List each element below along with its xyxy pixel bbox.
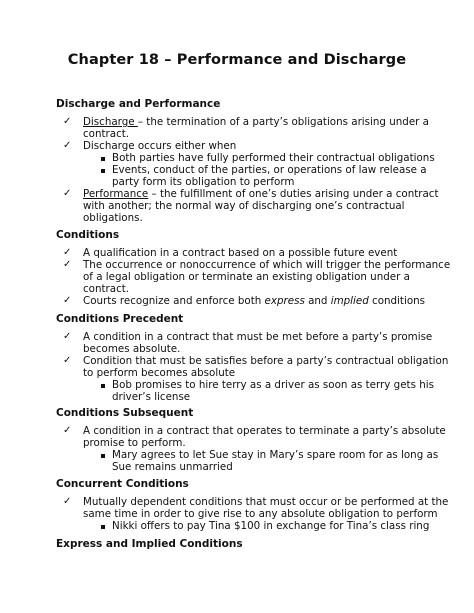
check-icon: ✓	[63, 140, 72, 151]
list-item-continued: of a legal obligation or terminate an existing obligation under a	[83, 271, 410, 283]
term-performance: Performance	[83, 188, 149, 200]
check-icon: ✓	[63, 355, 72, 366]
square-bullet-icon	[101, 157, 105, 161]
sub-list-item-continued: party form its obligation to perform	[112, 176, 295, 188]
list-item-continued: to perform becomes absolute	[83, 367, 236, 379]
list-item: Performance – the fulfillment of one’s duties arising under a contract	[83, 188, 439, 200]
section-heading-express-and-implied-conditions: Express and Implied Conditions	[56, 538, 243, 550]
list-item-continued: promise to perform.	[83, 437, 186, 449]
page-title: Chapter 18 – Performance and Discharge	[67, 52, 407, 68]
list-item: Mutually dependent conditions that must occur or be performed at the	[83, 496, 449, 508]
term-implied: implied	[330, 295, 369, 307]
list-item: The occurrence or nonoccurrence of which will trigger the performance	[83, 259, 451, 271]
list-item-continued: becomes absolute.	[83, 343, 181, 355]
list-item: Courts recognize and enforce both express and implied conditions	[83, 295, 426, 307]
list-item: Discharge – the termination of a party’s obligations arising under a	[83, 116, 429, 128]
term-discharge: Discharge	[83, 116, 138, 128]
check-icon: ✓	[63, 331, 72, 342]
term-express: express	[264, 295, 305, 307]
square-bullet-icon	[101, 525, 105, 529]
check-icon: ✓	[63, 247, 72, 258]
check-icon: ✓	[63, 496, 72, 507]
section-heading-discharge-and-performance: Discharge and Performance	[56, 98, 221, 110]
sub-list-item: Nikki offers to pay Tina $100 in exchange for Tina’s class ring	[112, 520, 430, 532]
list-item: A condition in a contract that must be met before a party’s promise	[83, 331, 433, 343]
sub-list-item-continued: driver’s license	[112, 391, 191, 403]
list-item: A qualification in a contract based on a possible future event	[83, 247, 398, 259]
square-bullet-icon	[101, 384, 105, 388]
square-bullet-icon	[101, 169, 105, 173]
list-item-continued: contract.	[83, 128, 130, 140]
check-icon: ✓	[63, 188, 72, 199]
sub-list-item: Events, conduct of the parties, or operations of law release a	[112, 164, 427, 176]
check-icon: ✓	[63, 295, 72, 306]
list-item-continued: with another; the normal way of discharging one’s contractual	[83, 200, 405, 212]
square-bullet-icon	[101, 454, 105, 458]
section-heading-conditions: Conditions	[56, 229, 120, 241]
list-item-continued: same time in order to give rise to any absolute obligation to perform	[83, 508, 438, 520]
sub-list-item: Bob promises to hire terry as a driver as soon as terry gets his	[112, 379, 434, 391]
list-item-continued: contract.	[83, 283, 130, 295]
sub-list-item: Both parties have fully performed their contractual obligations	[112, 152, 435, 164]
section-heading-conditions-precedent: Conditions Precedent	[56, 313, 184, 325]
check-icon: ✓	[63, 425, 72, 436]
section-heading-conditions-subsequent: Conditions Subsequent	[56, 407, 194, 419]
sub-list-item-continued: Sue remains unmarried	[112, 461, 233, 473]
check-icon: ✓	[63, 116, 72, 127]
list-item: A condition in a contract that operates to terminate a party’s absolute	[83, 425, 446, 437]
list-item: Condition that must be satisfies before a party’s contractual obligation	[83, 355, 449, 367]
section-heading-concurrent-conditions: Concurrent Conditions	[56, 478, 189, 490]
list-item: Discharge occurs either when	[83, 140, 237, 152]
check-icon: ✓	[63, 259, 72, 270]
list-item-continued: obligations.	[83, 212, 143, 224]
sub-list-item: Mary agrees to let Sue stay in Mary’s spare room for as long as	[112, 449, 439, 461]
